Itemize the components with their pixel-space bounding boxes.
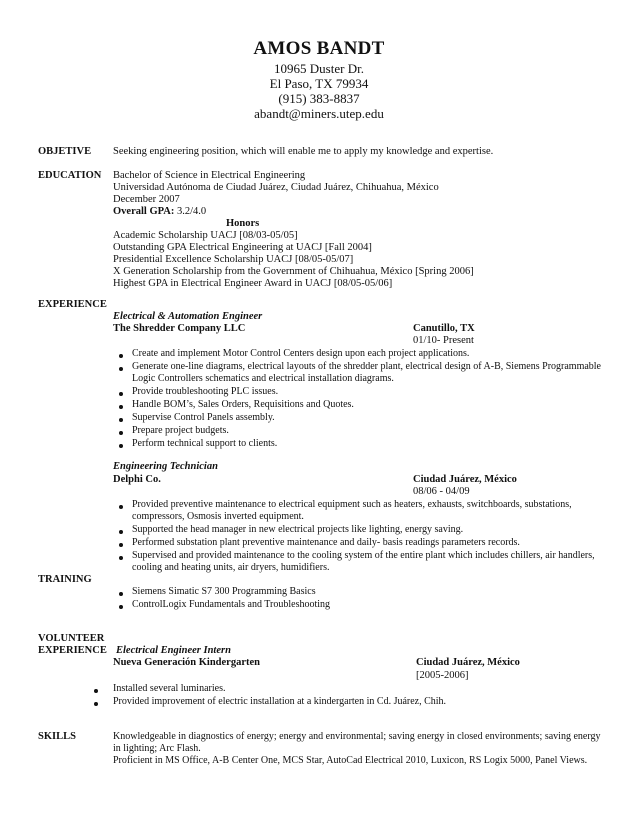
volunteer-label-2: EXPERIENCE (38, 645, 107, 656)
job-dates: 01/10- Present (413, 335, 474, 346)
skills-line: Proficient in MS Office, A-B Center One, MCS Star, AutoCad Electrical 2010, Luxicon, RS Logix 5000, Panel Views. (113, 755, 588, 766)
gpa-value: 3.2/4.0 (176, 206, 207, 217)
job-location: Canutillo, TX (413, 323, 475, 334)
job-bullet-continued: Logic Controllers schematics and electrical installation diagrams. (132, 373, 394, 384)
honor-item: Academic Scholarship UACJ [08/03-05/05] (113, 230, 298, 241)
volunteer-bullet: Installed several luminaries. (113, 683, 226, 694)
job-company: The Shredder Company LLC (113, 323, 246, 334)
volunteer-title: Electrical Engineer Intern (116, 645, 231, 656)
volunteer-bullet: Provided improvement of electric installation at a kindergarten in Cd. Juárez, Chih. (113, 696, 447, 707)
job-bullet: Perform technical support to clients. (132, 438, 278, 449)
education-gpa (113, 206, 206, 217)
bullet-icon (119, 431, 123, 435)
training-item: ControlLogix Fundamentals and Troubleshooting (132, 599, 331, 610)
bullet-icon (94, 702, 98, 706)
bullet-icon (119, 505, 123, 509)
honor-item: Outstanding GPA Electrical Engineering at UACJ [Fall 2004] (113, 242, 372, 253)
volunteer-org: Nueva Generación Kindergarten (113, 657, 260, 668)
job-company: Delphi Co. (113, 474, 161, 485)
email[interactable]: abandt@miners.utep.edu (254, 106, 384, 121)
gpa-label: Overall GPA: (113, 206, 175, 217)
job-bullet: Provide troubleshooting PLC issues. (132, 386, 279, 397)
honor-item: X Generation Scholarship from the Government of Chihuahua, México [Spring 2006] (113, 266, 474, 277)
education-label: EDUCATION (38, 170, 102, 181)
job-location: Ciudad Juárez, México (413, 474, 517, 485)
phone: (915) 383-8837 (278, 91, 360, 106)
job-bullet: Provided preventive maintenance to electrical equipment such as heaters, exhausts, switchboards, substations, (132, 499, 572, 510)
bullet-icon (119, 605, 123, 609)
job-bullet: Supported the head manager in new electrical projects like lighting, energy saving. (132, 524, 464, 535)
training-item: Siemens Simatic S7 300 Programming Basics (132, 586, 316, 597)
volunteer-dates: [2005-2006] (416, 670, 469, 681)
job-bullet: Prepare project budgets. (132, 425, 229, 436)
job-bullet: Handle BOM’s, Sales Orders, Requisitions and Quotes. (132, 399, 354, 410)
job-bullet: Generate one-line diagrams, electrical layouts of the shredder plant, electrical design of A-B, Siemens Programmable (132, 361, 601, 372)
bullet-icon (119, 530, 123, 534)
objective-label: OBJETIVE (38, 146, 92, 157)
bullet-icon (119, 556, 123, 560)
address-line-2: El Paso, TX 79934 (269, 76, 369, 91)
education-date: December 2007 (113, 194, 180, 205)
bullet-icon (119, 354, 123, 358)
bullet-icon (119, 592, 123, 596)
bullet-icon (119, 405, 123, 409)
bullet-icon (119, 543, 123, 547)
skills-label: SKILLS (38, 731, 76, 742)
skills-line: in lighting; Arc Flash. (113, 743, 201, 754)
education-school: Universidad Autónoma de Ciudad Juárez, Ciudad Juárez, Chihuahua, México (113, 182, 439, 193)
job-bullet: Supervised and provided maintenance to the cooling system of the entire plant which includes chillers, air handlers, (132, 550, 595, 561)
bullet-icon (119, 392, 123, 396)
address-line-1: 10965 Duster Dr. (274, 61, 364, 76)
experience-label: EXPERIENCE (38, 299, 107, 310)
job-bullet-continued: compressors, Osmosis inverted equipment. (132, 511, 304, 522)
job-title: Electrical & Automation Engineer (113, 311, 263, 322)
training-label: TRAINING (38, 574, 92, 585)
job-dates: 08/06 - 04/09 (413, 486, 470, 497)
job-title: Engineering Technician (113, 461, 218, 472)
honor-item: Presidential Excellence Scholarship UACJ [08/05-05/07] (113, 254, 354, 265)
honor-item: Highest GPA in Electrical Engineer Award in UACJ [08/05-05/06] (113, 278, 393, 289)
education-degree: Bachelor of Science in Electrical Engineering (113, 170, 306, 181)
skills-line: Knowledgeable in diagnostics of energy; energy and environmental; saving energy in closed environments; saving energy (113, 731, 601, 742)
volunteer-label: VOLUNTEER (38, 633, 105, 644)
bullet-icon (119, 418, 123, 422)
bullet-icon (119, 444, 123, 448)
bullet-icon (119, 367, 123, 371)
volunteer-location: Ciudad Juárez, México (416, 657, 520, 668)
job-bullet: Supervise Control Panels assembly. (132, 412, 275, 423)
honors-heading: Honors (226, 218, 260, 229)
job-bullet: Performed substation plant preventive maintenance and daily- basis readings parameters records. (132, 537, 520, 548)
objective-text: Seeking engineering position, which will enable me to apply my knowledge and expertise. (113, 146, 494, 157)
bullet-icon (94, 689, 98, 693)
job-bullet-continued: cooling and heating units, air dryers, humidifiers. (132, 562, 330, 573)
resume-name: AMOS BANDT (253, 38, 385, 59)
job-bullet: Create and implement Motor Control Centers design upon each project applications. (132, 348, 470, 359)
